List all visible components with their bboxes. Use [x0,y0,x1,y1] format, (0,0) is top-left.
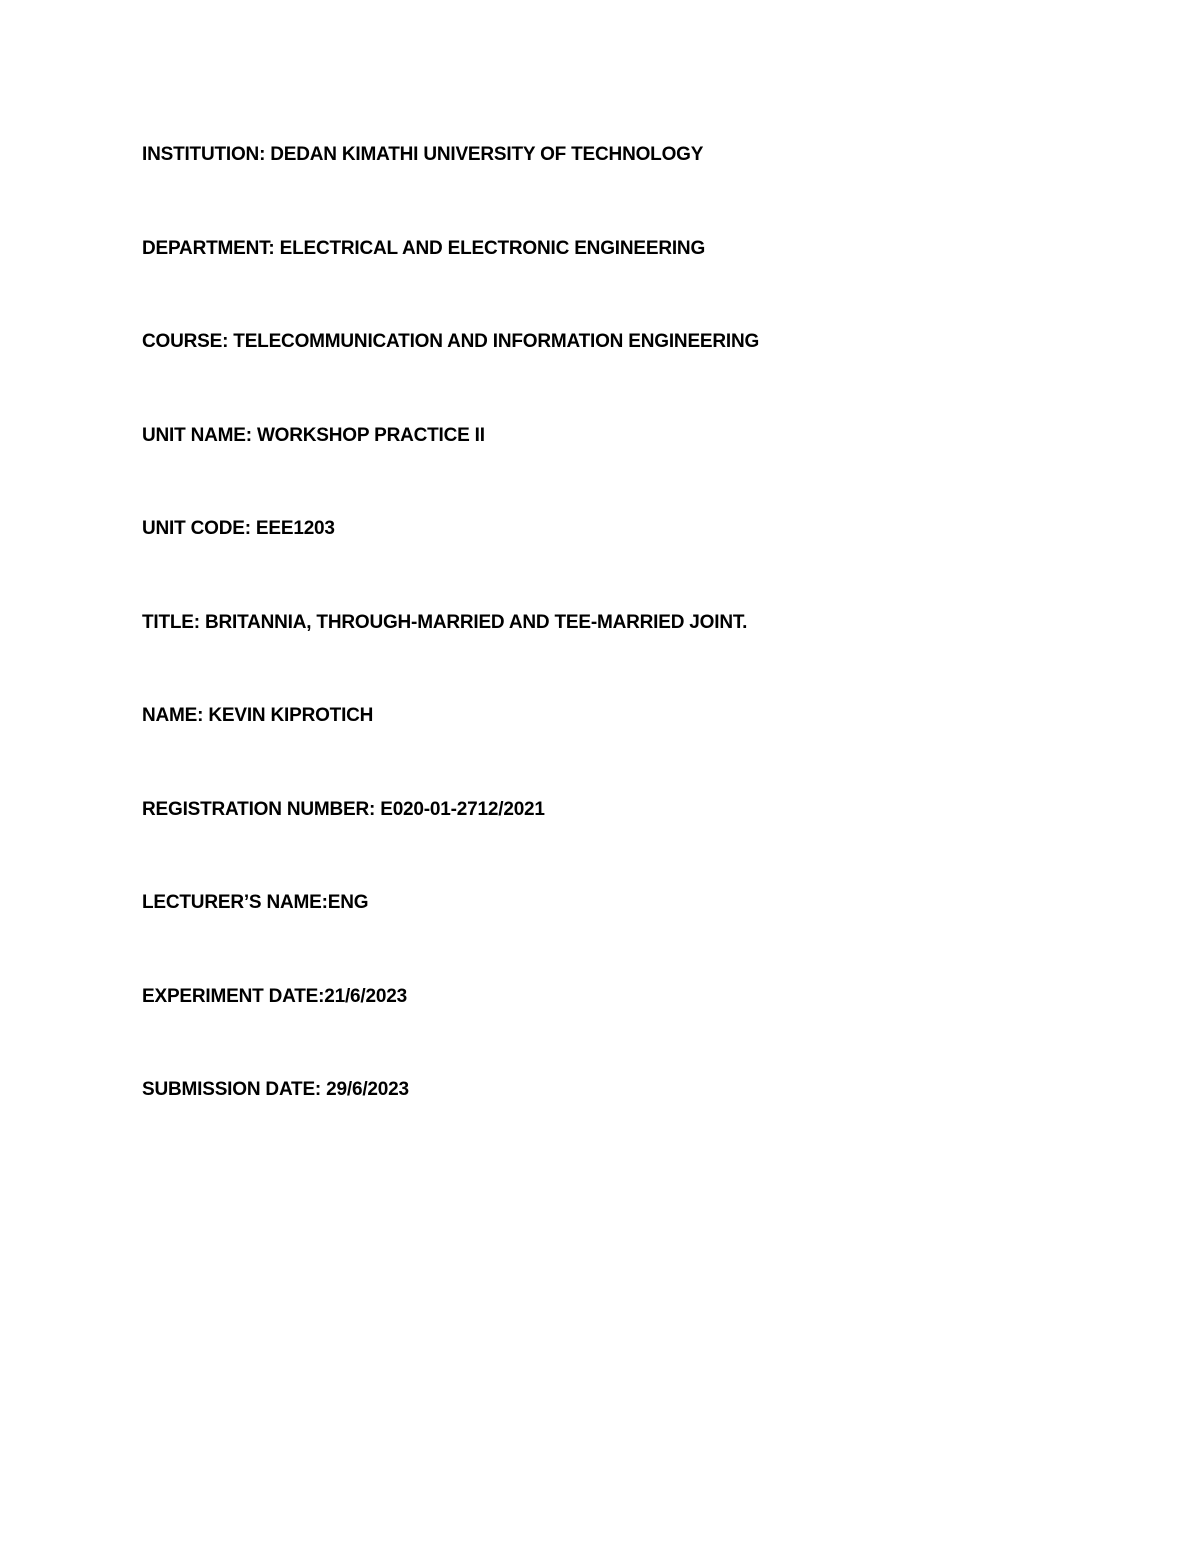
cover-details [142,142,1102,1171]
course-line: COURSE: TELECOMMUNICATION AND INFORMATION ENGINEERING [142,331,760,352]
unit-name-line: UNIT NAME: WORKSHOP PRACTICE II [142,424,485,446]
unit-code-line: UNIT CODE: EEE1203 [142,518,335,539]
submission-date-line: SUBMISSION DATE: 29/6/2023 [142,1079,409,1100]
institution-line: INSTITUTION: DEDAN KIMATHI UNIVERSITY OF TECHNOLOGY [142,144,704,165]
experiment-date-line: EXPERIMENT DATE:21/6/2023 [142,985,407,1007]
registration-number-line: REGISTRATION NUMBER: E020-01-2712/2021 [142,798,545,820]
student-name-line: NAME: KEVIN KIPROTICH [142,705,374,726]
lecturer-name-line: LECTURER’S NAME:ENG [142,892,369,913]
title-line: TITLE: BRITANNIA, THROUGH-MARRIED AND TEE-MARRIED JOINT. [142,611,748,633]
department-line: DEPARTMENT: ELECTRICAL AND ELECTRONIC ENGINEERING [142,237,706,259]
